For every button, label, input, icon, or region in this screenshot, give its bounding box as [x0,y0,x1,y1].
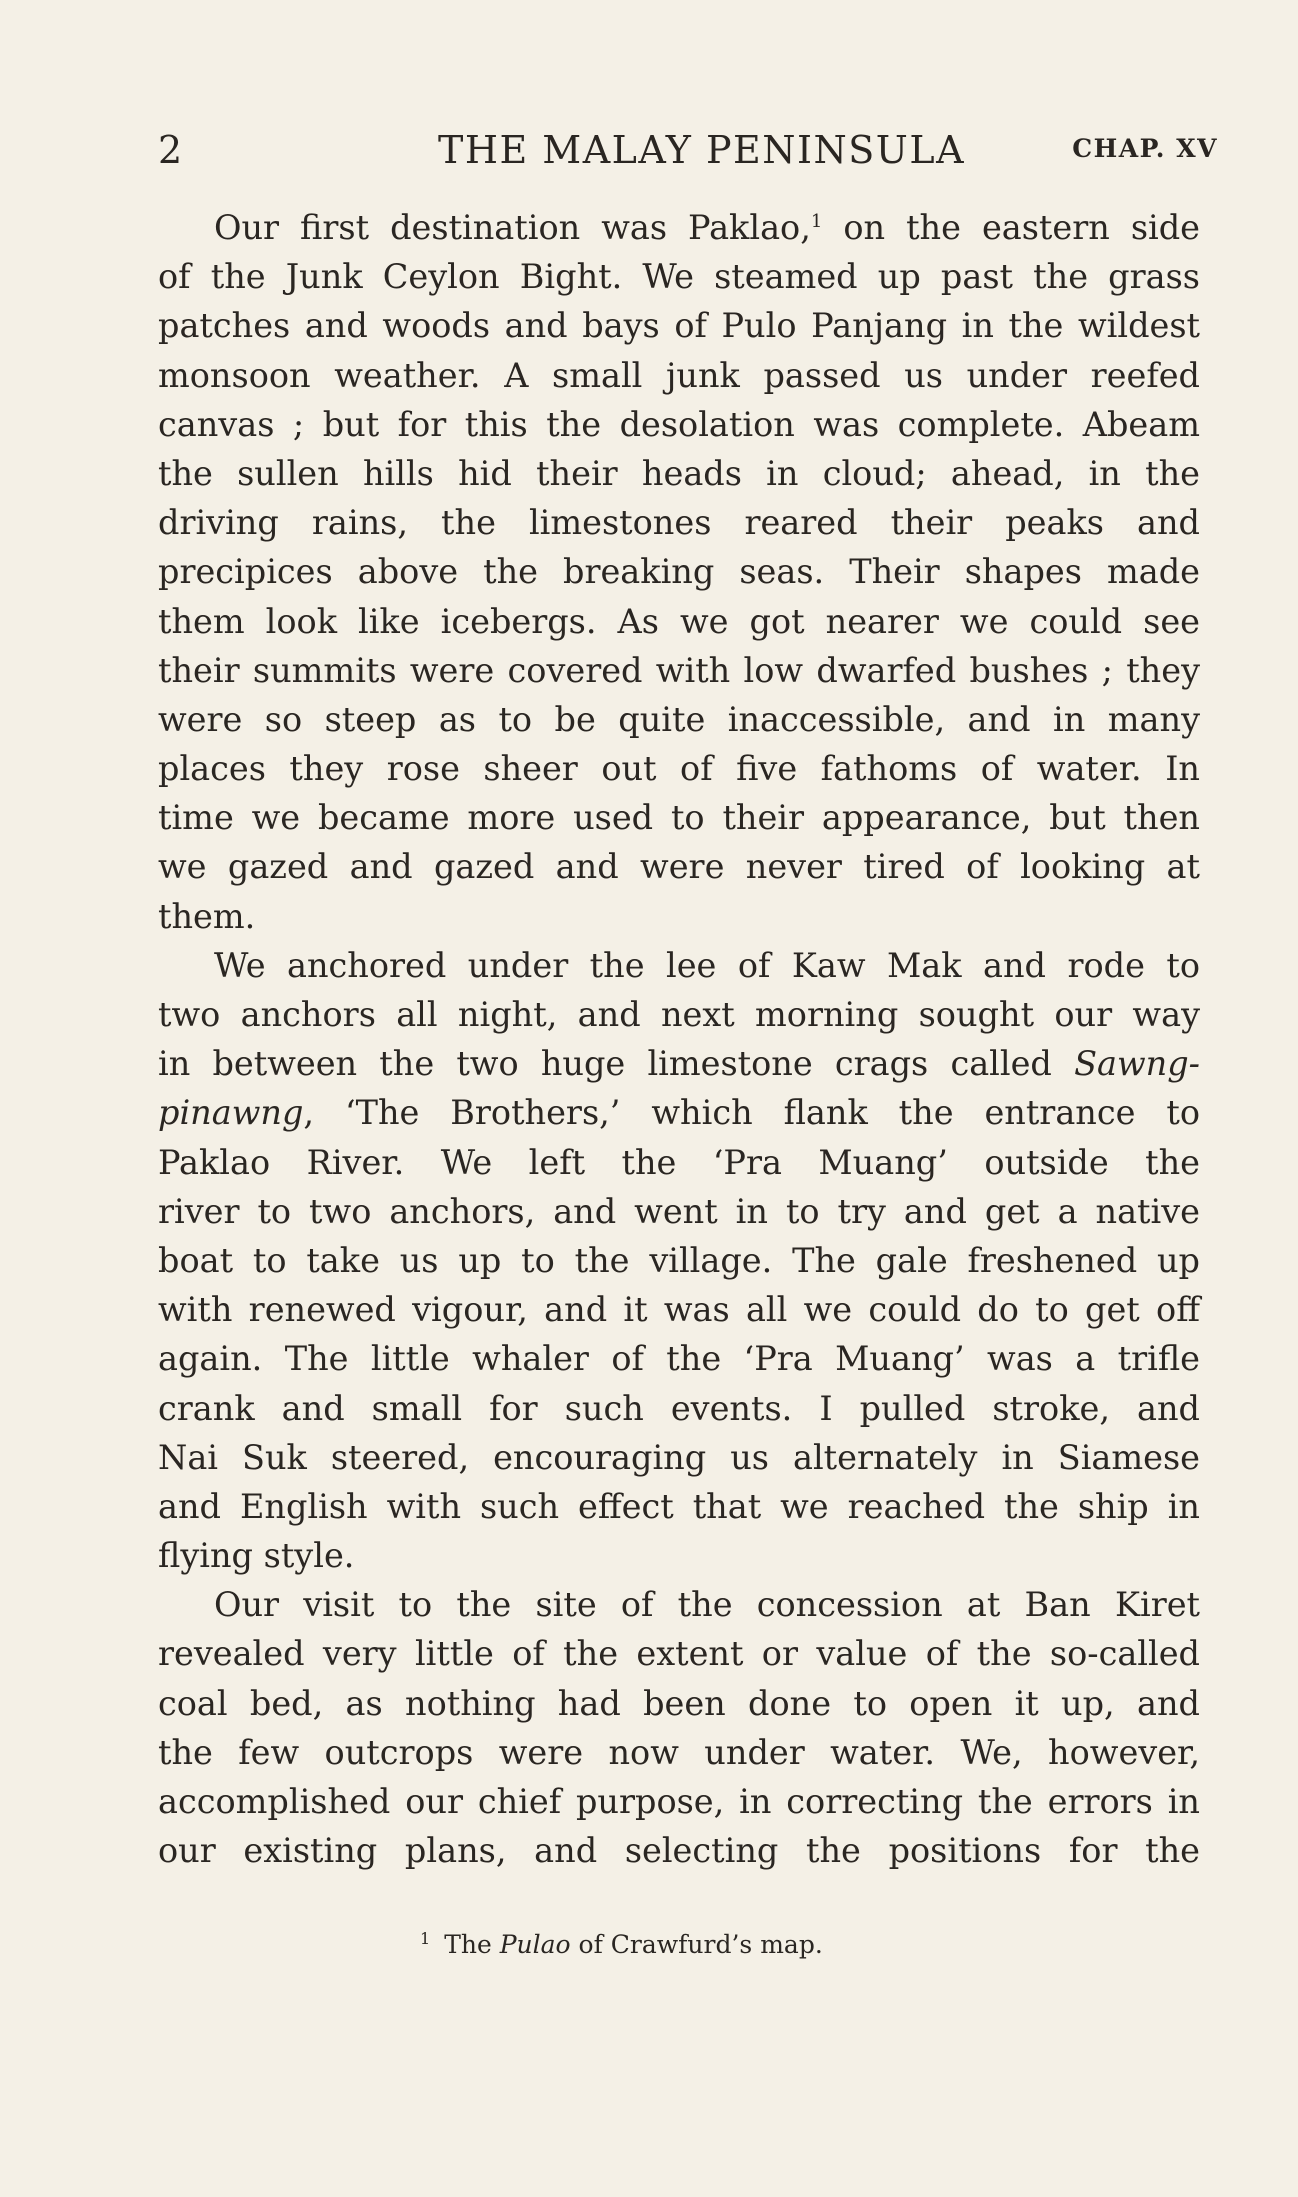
line-text: places they rose sheer out of five fathoms of water. In [158,749,1200,789]
line-text: with renewed vigour, and it was all we could do to get off [158,1290,1200,1330]
line-text: Paklao River. We left the ‘Pra Muang’ outside the [158,1142,1200,1182]
text-line [158,1679,1200,1728]
text-line [158,597,1200,646]
line-text: river to two anchors, and went in to try and get a native [158,1191,1200,1231]
text-line [158,1777,1200,1826]
line-text: the sullen hills hid their heads in cloud; ahead, in the [158,453,1200,493]
body-text [158,203,1200,1875]
text-line [158,252,1200,301]
line-italic-text: pinawng [158,1093,304,1133]
line-text: boat to take us up to the village. The gale freshened up [158,1240,1200,1280]
line-text: time we became more used to their appearance, but then [158,798,1200,838]
text-line [158,695,1200,744]
text-line [158,744,1200,793]
footnote [420,1930,823,1959]
footnote-italic: Pulao [499,1930,571,1959]
text-line [158,351,1200,400]
text-line [158,1433,1200,1482]
line-text: We anchored under the lee of Kaw Mak and rode to [214,945,1200,985]
line-text: Our visit to the site of the concession at Ban Kiret [214,1585,1200,1625]
line-text: them look like icebergs. As we got nearer we could see [158,601,1200,641]
footnote-text-post: of Crawfurd’s map. [570,1930,823,1959]
line-text: Nai Suk steered, encouraging us alternately in Siamese [158,1437,1200,1477]
line-text-tail: , ‘The Brothers,’ which flank the entrance to [303,1093,1200,1133]
text-line [158,1629,1200,1678]
text-line [158,646,1200,695]
text-line [158,449,1200,498]
line-text: were so steep as to be quite inaccessible, and in many [158,699,1200,739]
text-line [158,842,1200,891]
line-text: revealed very little of the extent or value of the so-called [158,1634,1200,1674]
chapter-label: CHAP. XV [1072,134,1218,163]
line-text: of the Junk Ceylon Bight. We steamed up past the grass [158,257,1200,297]
line-text: and English with such effect that we reached the ship in [158,1486,1200,1526]
line-text: we gazed and gazed and were never tired of looking at [158,847,1200,887]
text-line [158,1285,1200,1334]
text-line [158,1039,1200,1088]
text-line [158,547,1200,596]
line-text: canvas ; but for this the desolation was complete. Abeam [158,404,1200,444]
line-text: again. The little whaler of the ‘Pra Muang’ was a trifle [158,1339,1200,1379]
text-line [158,1728,1200,1777]
page-header [158,128,1218,188]
line-text: Our first destination was Paklao, [214,208,811,247]
text-line [158,1138,1200,1187]
line-text: two anchors all night, and next morning sought our way [158,995,1200,1034]
text-line [158,1187,1200,1236]
line-text: the few outcrops were now under water. We, however, [158,1732,1200,1772]
line-text: patches and woods and bays of Pulo Panjang in the wildest [158,306,1200,346]
text-line [158,498,1200,547]
line-text: in between the two huge limestone crags called [158,1044,1075,1084]
footnote-text-pre: The [444,1930,500,1959]
text-line [158,1088,1200,1137]
line-text: precipices above the breaking seas. Their shapes made [158,552,1200,592]
text-line [158,1236,1200,1285]
text-line [158,1531,1200,1580]
line-text: their summits were covered with low dwarfed bushes ; they [158,650,1200,690]
footnote-reference: 1 [810,210,823,232]
line-text: driving rains, the limestones reared their peaks and [158,503,1200,543]
line-text: coal bed, as nothing had been done to open it up, and [158,1683,1200,1723]
text-line [158,1826,1200,1875]
line-text-tail: on the eastern side [822,208,1200,247]
line-text: flying style. [158,1536,355,1576]
line-text: crank and small for such events. I pulled stroke, and [158,1388,1200,1428]
text-line [158,892,1200,941]
running-title: THE MALAY PENINSULA [438,128,966,172]
line-text: them. [158,896,256,936]
line-text: accomplished our chief purpose, in correcting the errors in [158,1782,1200,1821]
footnote-marker: 1 [420,1928,431,1948]
line-italic-text: Sawng- [1074,1044,1200,1084]
text-line [158,203,1200,252]
text-line [158,941,1200,990]
text-line [158,1580,1200,1629]
text-line [158,793,1200,842]
text-line [158,990,1200,1039]
line-text: monsoon weather. A small junk passed us under reefed [158,355,1200,395]
text-line [158,1384,1200,1433]
text-line [158,301,1200,350]
line-text: our existing plans, and selecting the positions for the [158,1831,1200,1871]
text-line [158,400,1200,449]
page-number: 2 [158,128,183,172]
text-line [158,1334,1200,1383]
text-line [158,1482,1200,1531]
